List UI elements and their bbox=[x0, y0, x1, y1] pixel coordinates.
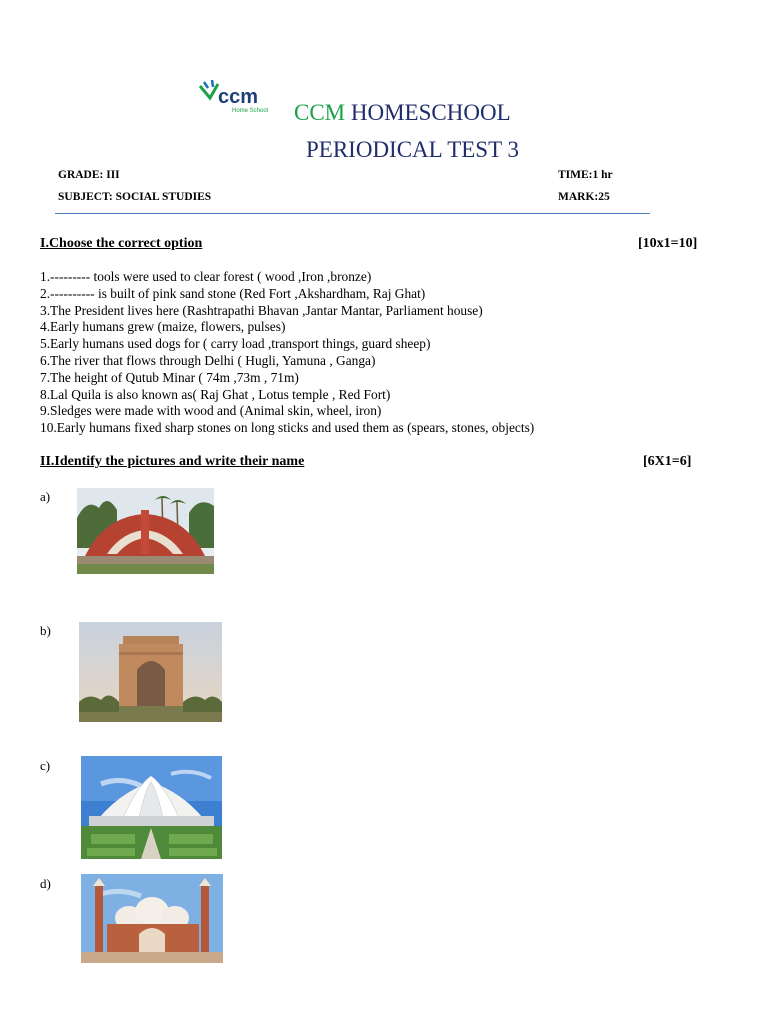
picture-label-b: b) bbox=[40, 623, 51, 638]
picture-label-c: c) bbox=[40, 758, 51, 773]
test-title: PERIODICAL TEST 3 bbox=[306, 137, 519, 162]
question-item: 3.The President lives here (Rashtrapathi Bhavan ,Jantar Mantar, Parliament house) bbox=[40, 302, 483, 318]
lotus-temple-picture bbox=[81, 756, 222, 859]
question-item: 7.The height of Qutub Minar ( 74m ,73m , 71m) bbox=[40, 369, 299, 385]
question-item: 9.Sledges were made with wood and (Animal skin, wheel, iron) bbox=[40, 403, 382, 419]
jama-masjid-picture bbox=[81, 874, 223, 963]
header-divider bbox=[55, 213, 650, 214]
section1-heading: I.Choose the correct option bbox=[40, 236, 203, 251]
question-item: 6.The river that flows through Delhi ( Hugli, Yamuna , Ganga) bbox=[40, 352, 376, 368]
picture-label-a: a) bbox=[40, 489, 51, 504]
title-brand: CCM bbox=[294, 100, 346, 125]
section2-marks: [6X1=6] bbox=[643, 454, 692, 469]
question-item: 10.Early humans fixed sharp stones on long sticks and used them as (spears, stones, objects) bbox=[40, 420, 535, 436]
question-item: 2.---------- is built of pink sand stone (Red Fort ,Akshardham, Raj Ghat) bbox=[40, 285, 426, 301]
question-item: 4.Early humans grew (maize, flowers, pulses) bbox=[40, 319, 286, 335]
subject-label: SUBJECT: SOCIAL STUDIES bbox=[58, 191, 212, 203]
svg-text:Home School: Home School bbox=[232, 108, 269, 114]
grade-label: GRADE: III bbox=[58, 169, 120, 181]
picture-label-d: d) bbox=[40, 876, 51, 891]
mark-label: MARK:25 bbox=[558, 191, 610, 203]
title-rest: HOMESCHOOL bbox=[350, 100, 511, 125]
ccm-logo bbox=[196, 76, 276, 120]
jantar-mantar-picture bbox=[77, 488, 214, 574]
question-list bbox=[40, 269, 534, 437]
section1-marks: [10x1=10] bbox=[638, 236, 698, 251]
svg-text:ccm: ccm bbox=[218, 86, 259, 108]
time-label: TIME:1 hr bbox=[558, 169, 613, 181]
section2-heading: II.Identify the pictures and write their name bbox=[40, 454, 305, 469]
india-gate-picture bbox=[79, 622, 222, 722]
question-item: 1.--------- tools were used to clear forest ( wood ,Iron ,bronze) bbox=[40, 269, 372, 284]
school-title bbox=[294, 100, 511, 126]
question-item: 5.Early humans used dogs for ( carry load ,transport things, guard sheep) bbox=[40, 336, 431, 352]
question-item: 8.Lal Quila is also known as( Raj Ghat , Lotus temple , Red Fort) bbox=[40, 386, 391, 402]
